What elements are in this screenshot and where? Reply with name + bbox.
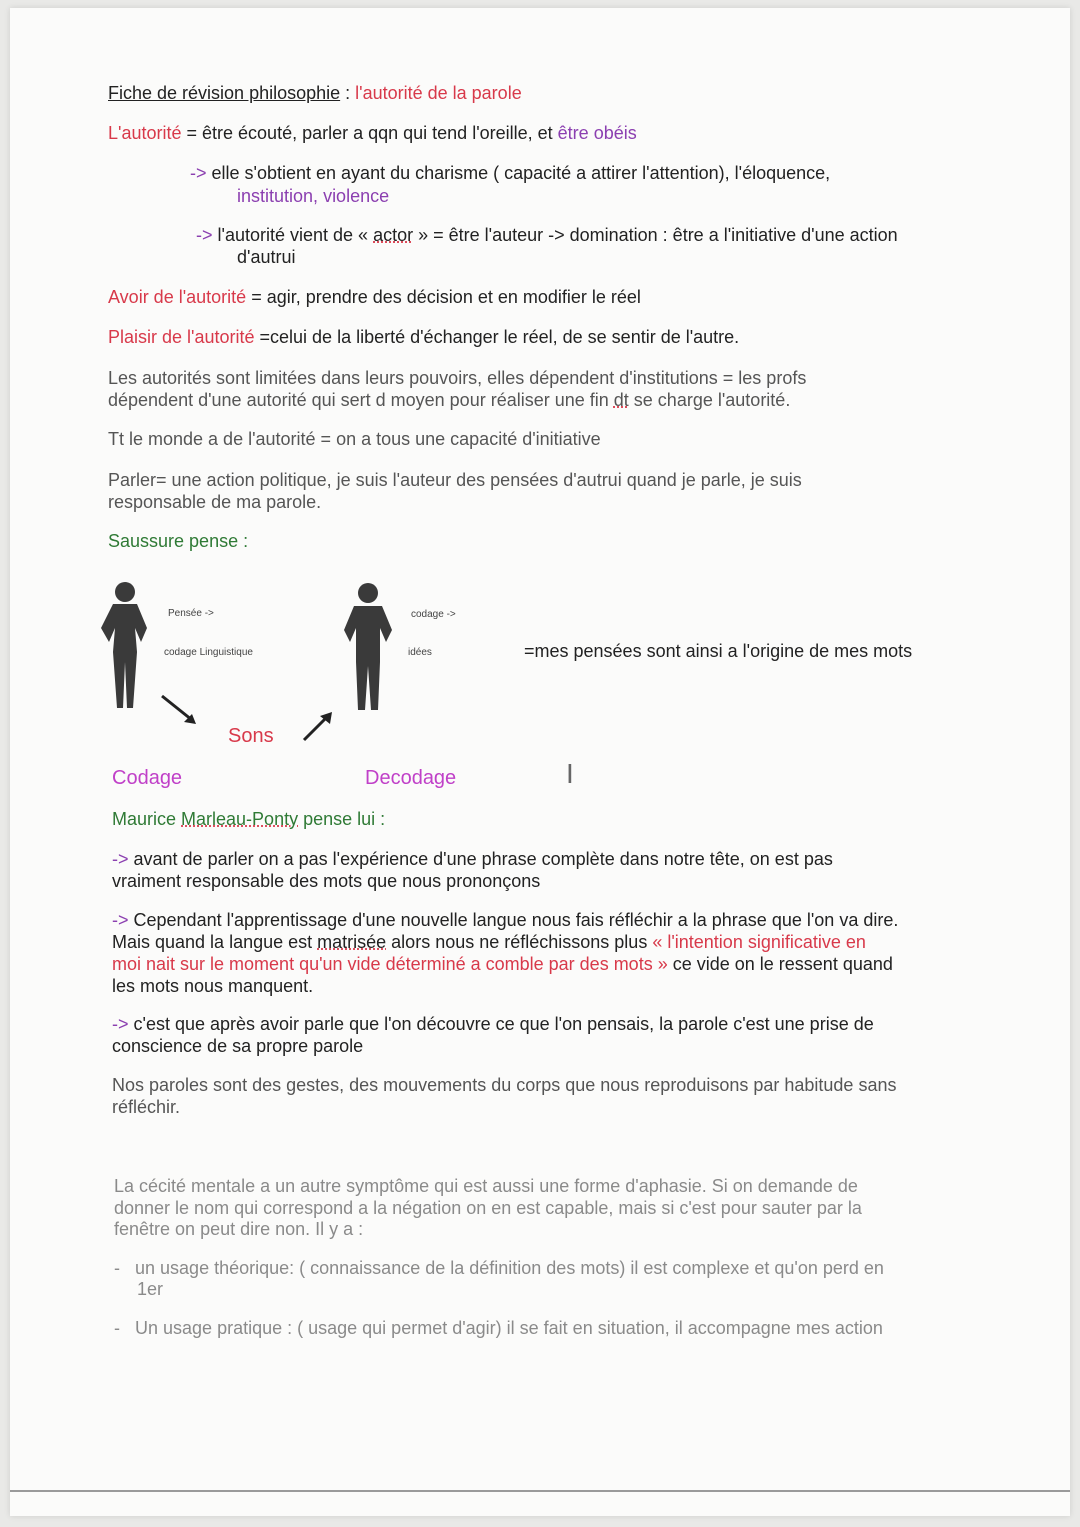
mp1-line1 bbox=[112, 848, 833, 870]
plaisir-text: =celui de la liberté d'échanger le réel, de se sentir de l'autre. bbox=[254, 327, 740, 347]
parler-line1: Parler= une action politique, je suis l'auteur des pensées d'autrui quand je parle, je suis bbox=[108, 470, 802, 490]
mp3-text: c'est que après avoir parle que l'on découvre ce que l'on pensais, la parole c'est une prise de bbox=[128, 1014, 874, 1034]
diagram-result: =mes pensées sont ainsi a l'origine de mes mots bbox=[524, 641, 913, 661]
usage-2-dash: - bbox=[114, 1318, 120, 1338]
cecite-line2: donner le nom qui correspond a la négation on en est capable, mais si c'est pour sauter par la bbox=[114, 1198, 862, 1218]
definition-text: = être écouté, parler a qqn qui tend l'oreille, et bbox=[181, 123, 558, 143]
header-subject: l'autorité de la parole bbox=[355, 83, 522, 103]
avoir-line bbox=[108, 286, 641, 308]
monde-line: Tt le monde a de l'autorité = on a tous une capacité d'initiative bbox=[108, 429, 601, 449]
merleau-text2: pense lui : bbox=[298, 809, 386, 829]
up-right-arrow-icon bbox=[300, 708, 336, 744]
mp1-text: avant de parler on a pas l'expérience d'une phrase complète dans notre tête, on est pas bbox=[128, 849, 833, 869]
diagram-codage-linguistique: codage Linguistique bbox=[164, 647, 253, 658]
mp1-line2: vraiment responsable des mots que nous prononçons bbox=[112, 871, 541, 891]
limites-line2 bbox=[108, 389, 790, 411]
arrow-icon: -> bbox=[112, 910, 129, 930]
mp2-text-a: Mais quand la langue est bbox=[112, 932, 318, 952]
mp3-line1 bbox=[112, 1013, 874, 1035]
usage-2 bbox=[114, 1317, 883, 1339]
bullet-1-comma: , bbox=[313, 186, 324, 206]
mp2-line3 bbox=[112, 953, 893, 975]
plaisir-term: Plaisir de l'autorité bbox=[108, 327, 255, 347]
gestes-line1: Nos paroles sont des gestes, des mouvements du corps que nous reproduisons par habitude sans bbox=[112, 1075, 897, 1095]
mp3-line2: conscience de sa propre parole bbox=[112, 1036, 364, 1056]
diagram-codage: codage -> bbox=[411, 609, 456, 620]
bullet-1 bbox=[190, 162, 830, 184]
arrow-icon: -> bbox=[112, 1014, 129, 1034]
listener-silhouette-icon bbox=[340, 582, 400, 712]
bullet-1-institution: institution bbox=[237, 186, 314, 206]
usage-1-text: un usage théorique: ( connaissance de la définition des mots) il est complexe et qu'on perd en bbox=[135, 1258, 884, 1278]
definition-obeis: être obéis bbox=[557, 123, 637, 143]
cecite-line1: La cécité mentale a un autre symptôme qui est aussi une forme d'aphasie. Si on demande de bbox=[114, 1176, 858, 1196]
bullet-2-text2: » = être l'auteur -> domination : être a l'initiative d'une action bbox=[413, 225, 898, 245]
bullet-2-actor: actor bbox=[373, 225, 414, 245]
merleau-text1: Maurice bbox=[112, 809, 182, 829]
down-right-arrow-icon bbox=[158, 692, 202, 728]
diagram-decodage-label: Decodage bbox=[365, 767, 457, 789]
limites-dt: dt bbox=[613, 390, 629, 410]
bullet-2-line2: d'autrui bbox=[237, 247, 296, 267]
text-cursor-icon: I bbox=[566, 758, 574, 789]
usage-1 bbox=[114, 1257, 884, 1279]
definition-line bbox=[108, 122, 637, 144]
arrow-icon: -> bbox=[196, 225, 213, 245]
limites-text-a: dépendent d'une autorité qui sert d moyen pour réaliser une fin bbox=[108, 390, 614, 410]
mp2-quote-1: « l'intention significative en bbox=[652, 932, 866, 952]
merleau-heading bbox=[112, 808, 385, 830]
merleau-name: Marleau-Ponty bbox=[181, 809, 299, 829]
page-bottom-border bbox=[10, 1490, 1070, 1492]
usage-1-line2: 1er bbox=[137, 1279, 164, 1299]
mp2-matrisee: matrisée bbox=[317, 932, 387, 952]
header-separator: : bbox=[340, 83, 356, 103]
mp2-text: Cependant l'apprentissage d'une nouvelle langue nous fais réfléchir a la phrase que l'on va dire. bbox=[128, 910, 899, 930]
limites-line1: Les autorités sont limitées dans leurs pouvoirs, elles dépendent d'institutions = les profs bbox=[108, 368, 807, 388]
bullet-1-text: elle s'obtient en ayant du charisme ( capacité a attirer l'attention), l'éloquence, bbox=[206, 163, 831, 183]
parler-line2: responsable de ma parole. bbox=[108, 492, 322, 512]
mp2-text-b: alors nous ne réfléchissons plus bbox=[386, 932, 653, 952]
arrow-icon: -> bbox=[112, 849, 129, 869]
bullet-2-text1: l'autorité vient de « bbox=[212, 225, 374, 245]
header-title: Fiche de révision philosophie bbox=[108, 83, 341, 103]
mp2-quote-2: moi nait sur le moment qu'un vide déterminé a comble par des mots » bbox=[112, 954, 668, 974]
arrow-icon: -> bbox=[190, 163, 207, 183]
bullet-2 bbox=[196, 224, 898, 246]
avoir-term: Avoir de l'autorité bbox=[108, 287, 247, 307]
diagram-codage-label: Codage bbox=[112, 767, 183, 789]
diagram-sons: Sons bbox=[228, 725, 274, 747]
mp2-line4: les mots nous manquent. bbox=[112, 976, 314, 996]
plaisir-line bbox=[108, 326, 739, 348]
diagram-idees: idées bbox=[408, 647, 432, 658]
usage-2-text: Un usage pratique : ( usage qui permet d'agir) il se fait en situation, il accompagne mes action bbox=[135, 1318, 883, 1338]
saussure-heading: Saussure pense : bbox=[108, 531, 249, 551]
header bbox=[108, 82, 522, 104]
mp2-text-c: ce vide on le ressent quand bbox=[667, 954, 893, 974]
speaker-silhouette-icon bbox=[95, 580, 165, 712]
mp2-line2 bbox=[112, 931, 866, 953]
cecite-line3: fenêtre on peut dire non. Il y a : bbox=[114, 1219, 364, 1239]
mp2-line1 bbox=[112, 909, 898, 931]
definition-term: L'autorité bbox=[108, 123, 182, 143]
avoir-text: = agir, prendre des décision et en modifier le réel bbox=[246, 287, 641, 307]
bullet-1-violence: violence bbox=[323, 186, 390, 206]
diagram-pensee: Pensée -> bbox=[168, 608, 214, 619]
limites-text-b: se charge l'autorité. bbox=[628, 390, 791, 410]
usage-1-dash: - bbox=[114, 1258, 120, 1278]
bullet-1-line2 bbox=[237, 185, 389, 207]
gestes-line2: réfléchir. bbox=[112, 1097, 181, 1117]
